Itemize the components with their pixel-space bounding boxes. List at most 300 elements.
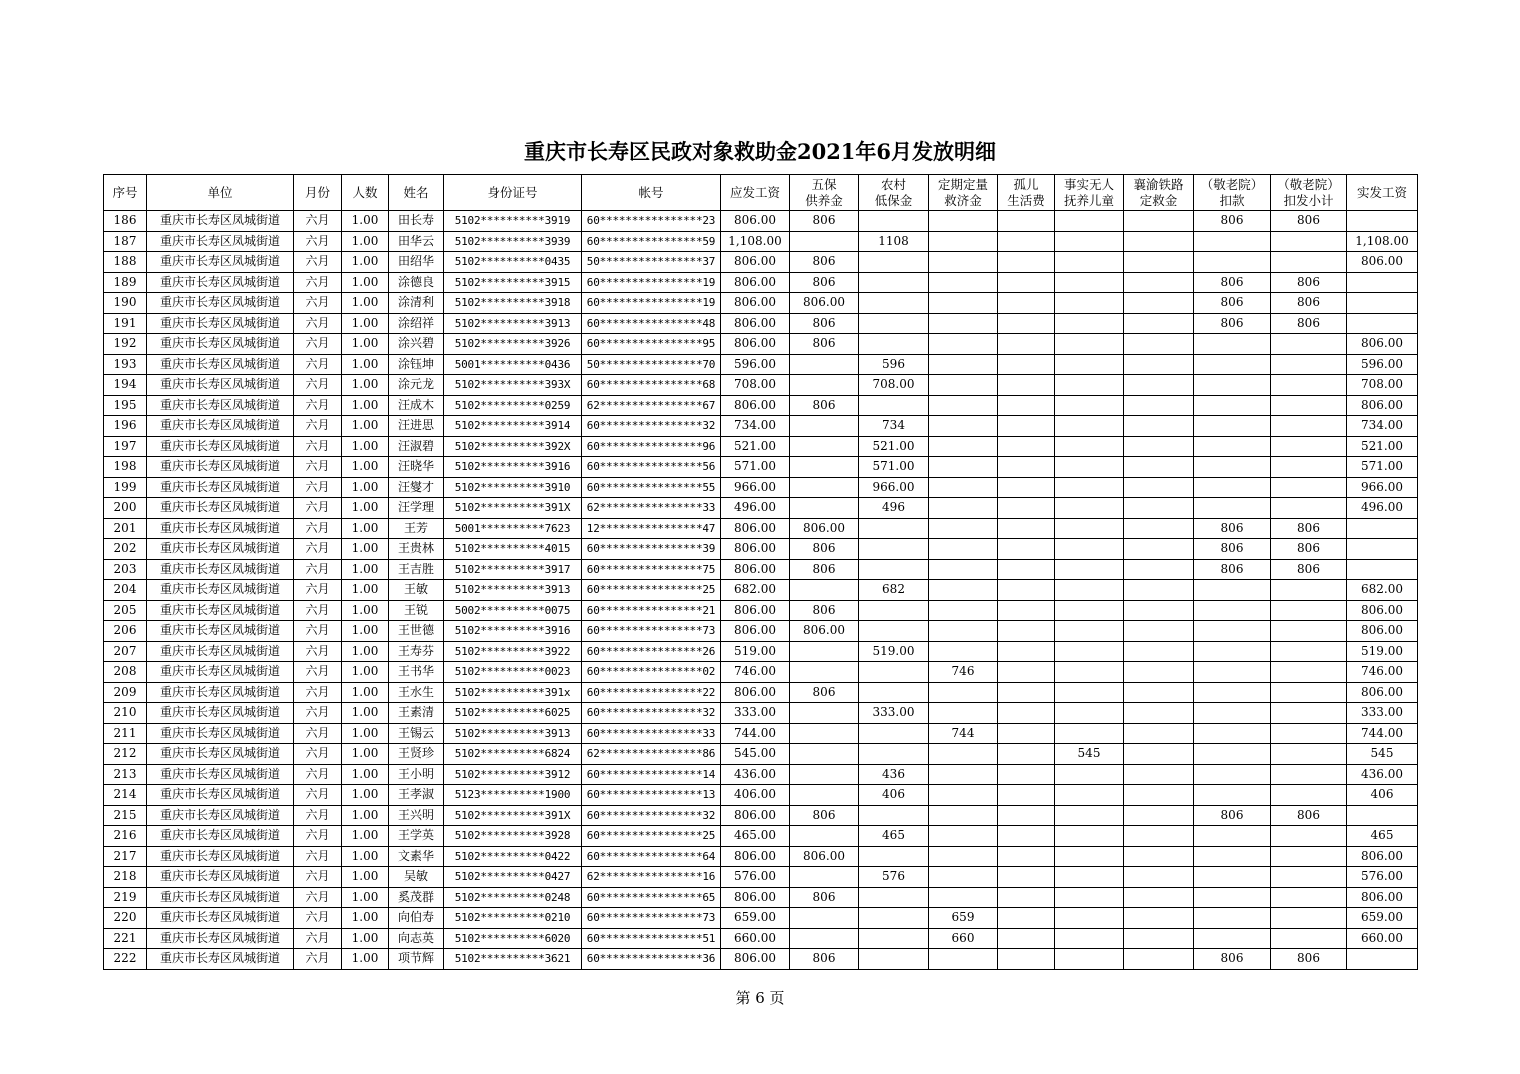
table-row	[104, 498, 1418, 519]
cell-guer	[998, 436, 1055, 457]
cell-month: 六月	[294, 805, 342, 826]
cell-dibao: 519.00	[859, 641, 929, 662]
cell-name: 汪晓华	[389, 457, 444, 478]
cell-actual: 406	[1347, 785, 1418, 806]
cell-xiangyu	[1124, 313, 1194, 334]
table-row	[104, 272, 1418, 293]
cell-acct: 60****************33	[582, 723, 721, 744]
cell-id: 5102**********3910	[444, 477, 582, 498]
cell-wubao: 806	[790, 887, 859, 908]
cell-dingqi	[929, 416, 998, 437]
column-header-actual: 实发工资	[1347, 175, 1418, 211]
cell-count: 1.00	[342, 252, 389, 273]
cell-seq: 219	[104, 887, 147, 908]
cell-actual	[1347, 293, 1418, 314]
table-row	[104, 887, 1418, 908]
cell-id: 5102**********3939	[444, 231, 582, 252]
cell-shishi	[1055, 867, 1124, 888]
cell-shishi	[1055, 436, 1124, 457]
cell-acct: 60****************25	[582, 580, 721, 601]
cell-jingsub	[1271, 354, 1347, 375]
cell-xiangyu	[1124, 436, 1194, 457]
cell-unit: 重庆市长寿区凤城街道	[147, 908, 294, 929]
cell-jingsub: 806	[1271, 272, 1347, 293]
cell-dingqi	[929, 375, 998, 396]
cell-due: 806.00	[721, 395, 790, 416]
cell-seq: 202	[104, 539, 147, 560]
cell-id: 5001**********7623	[444, 518, 582, 539]
cell-due: 806.00	[721, 682, 790, 703]
table-row	[104, 252, 1418, 273]
table-row	[104, 539, 1418, 560]
cell-unit: 重庆市长寿区凤城街道	[147, 703, 294, 724]
cell-seq: 218	[104, 867, 147, 888]
cell-jingsub	[1271, 436, 1347, 457]
cell-unit: 重庆市长寿区凤城街道	[147, 354, 294, 375]
column-header-guer: 孤儿 生活费	[998, 175, 1055, 211]
cell-id: 5102**********6020	[444, 928, 582, 949]
cell-dingqi	[929, 436, 998, 457]
cell-unit: 重庆市长寿区凤城街道	[147, 211, 294, 232]
cell-dingqi	[929, 703, 998, 724]
cell-due: 746.00	[721, 662, 790, 683]
cell-wubao	[790, 416, 859, 437]
column-header-jingkou: （敬老院） 扣款	[1194, 175, 1271, 211]
cell-guer	[998, 723, 1055, 744]
cell-guer	[998, 518, 1055, 539]
cell-count: 1.00	[342, 313, 389, 334]
table-row	[104, 723, 1418, 744]
cell-count: 1.00	[342, 477, 389, 498]
cell-shishi	[1055, 682, 1124, 703]
cell-jingkou	[1194, 600, 1271, 621]
cell-acct: 60****************13	[582, 785, 721, 806]
cell-dingqi	[929, 252, 998, 273]
cell-month: 六月	[294, 293, 342, 314]
cell-dingqi	[929, 621, 998, 642]
cell-dibao	[859, 846, 929, 867]
cell-due: 806.00	[721, 293, 790, 314]
cell-due: 806.00	[721, 518, 790, 539]
cell-guer	[998, 846, 1055, 867]
cell-jingsub	[1271, 600, 1347, 621]
cell-xiangyu	[1124, 252, 1194, 273]
table-row	[104, 231, 1418, 252]
cell-name: 王贵林	[389, 539, 444, 560]
cell-wubao: 806	[790, 334, 859, 355]
table-row	[104, 436, 1418, 457]
cell-due: 806.00	[721, 539, 790, 560]
cell-name: 涂兴碧	[389, 334, 444, 355]
cell-jingsub	[1271, 744, 1347, 765]
cell-shishi	[1055, 272, 1124, 293]
cell-acct: 60****************25	[582, 826, 721, 847]
cell-xiangyu	[1124, 272, 1194, 293]
cell-acct: 60****************75	[582, 559, 721, 580]
table-row	[104, 600, 1418, 621]
table-row	[104, 846, 1418, 867]
cell-wubao	[790, 231, 859, 252]
cell-name: 田绍华	[389, 252, 444, 273]
column-header-due: 应发工资	[721, 175, 790, 211]
cell-month: 六月	[294, 272, 342, 293]
cell-jingkou	[1194, 354, 1271, 375]
cell-month: 六月	[294, 600, 342, 621]
cell-dibao	[859, 559, 929, 580]
table-row	[104, 211, 1418, 232]
cell-dibao: 333.00	[859, 703, 929, 724]
cell-acct: 62****************67	[582, 395, 721, 416]
cell-dingqi	[929, 805, 998, 826]
cell-jingkou	[1194, 477, 1271, 498]
cell-xiangyu	[1124, 211, 1194, 232]
cell-jingsub	[1271, 231, 1347, 252]
cell-due: 406.00	[721, 785, 790, 806]
cell-seq: 207	[104, 641, 147, 662]
cell-name: 向志英	[389, 928, 444, 949]
cell-id: 5102**********3913	[444, 580, 582, 601]
cell-actual: 333.00	[1347, 703, 1418, 724]
cell-dingqi	[929, 354, 998, 375]
cell-due: 734.00	[721, 416, 790, 437]
cell-dingqi	[929, 826, 998, 847]
cell-dingqi: 660	[929, 928, 998, 949]
cell-acct: 60****************39	[582, 539, 721, 560]
cell-dingqi	[929, 580, 998, 601]
cell-dibao	[859, 662, 929, 683]
cell-count: 1.00	[342, 436, 389, 457]
cell-month: 六月	[294, 559, 342, 580]
cell-count: 1.00	[342, 457, 389, 478]
cell-jingkou: 806	[1194, 518, 1271, 539]
cell-dingqi	[929, 949, 998, 970]
cell-wubao	[790, 703, 859, 724]
cell-jingkou: 806	[1194, 949, 1271, 970]
cell-acct: 60****************32	[582, 805, 721, 826]
cell-xiangyu	[1124, 580, 1194, 601]
cell-shishi: 545	[1055, 744, 1124, 765]
cell-acct: 60****************59	[582, 231, 721, 252]
cell-jingkou	[1194, 785, 1271, 806]
cell-dingqi: 746	[929, 662, 998, 683]
cell-due: 806.00	[721, 621, 790, 642]
cell-name: 汪成木	[389, 395, 444, 416]
cell-month: 六月	[294, 436, 342, 457]
cell-jingkou	[1194, 744, 1271, 765]
cell-acct: 60****************65	[582, 887, 721, 908]
cell-dibao: 734	[859, 416, 929, 437]
cell-month: 六月	[294, 662, 342, 683]
cell-actual: 744.00	[1347, 723, 1418, 744]
cell-month: 六月	[294, 477, 342, 498]
cell-id: 5102**********6824	[444, 744, 582, 765]
cell-id: 5102**********3913	[444, 313, 582, 334]
cell-jingsub	[1271, 887, 1347, 908]
cell-acct: 60****************73	[582, 908, 721, 929]
cell-month: 六月	[294, 375, 342, 396]
cell-wubao: 806.00	[790, 621, 859, 642]
column-header-xiangyu: 襄渝铁路 定救金	[1124, 175, 1194, 211]
table-row	[104, 375, 1418, 396]
cell-acct: 62****************86	[582, 744, 721, 765]
cell-jingkou	[1194, 334, 1271, 355]
cell-dibao: 966.00	[859, 477, 929, 498]
cell-guer	[998, 539, 1055, 560]
cell-wubao	[790, 826, 859, 847]
cell-name: 向伯寿	[389, 908, 444, 929]
cell-due: 596.00	[721, 354, 790, 375]
cell-shishi	[1055, 252, 1124, 273]
cell-wubao	[790, 928, 859, 949]
cell-xiangyu	[1124, 764, 1194, 785]
cell-count: 1.00	[342, 887, 389, 908]
cell-due: 806.00	[721, 805, 790, 826]
cell-jingsub	[1271, 498, 1347, 519]
cell-guer	[998, 334, 1055, 355]
cell-shishi	[1055, 785, 1124, 806]
cell-guer	[998, 559, 1055, 580]
cell-actual: 734.00	[1347, 416, 1418, 437]
cell-id: 5102**********0248	[444, 887, 582, 908]
cell-jingsub: 806	[1271, 559, 1347, 580]
cell-id: 5102**********0259	[444, 395, 582, 416]
cell-xiangyu	[1124, 457, 1194, 478]
cell-jingsub	[1271, 867, 1347, 888]
cell-dibao: 571.00	[859, 457, 929, 478]
cell-shishi	[1055, 805, 1124, 826]
cell-due: 806.00	[721, 272, 790, 293]
cell-month: 六月	[294, 231, 342, 252]
cell-jingsub: 806	[1271, 518, 1347, 539]
cell-unit: 重庆市长寿区凤城街道	[147, 272, 294, 293]
cell-guer	[998, 785, 1055, 806]
cell-due: 571.00	[721, 457, 790, 478]
cell-due: 966.00	[721, 477, 790, 498]
cell-shishi	[1055, 826, 1124, 847]
cell-xiangyu	[1124, 395, 1194, 416]
cell-guer	[998, 641, 1055, 662]
cell-name: 涂钰坤	[389, 354, 444, 375]
cell-guer	[998, 477, 1055, 498]
cell-month: 六月	[294, 826, 342, 847]
table-row	[104, 518, 1418, 539]
cell-due: 660.00	[721, 928, 790, 949]
cell-dibao	[859, 600, 929, 621]
cell-guer	[998, 293, 1055, 314]
cell-seq: 187	[104, 231, 147, 252]
cell-wubao	[790, 867, 859, 888]
cell-id: 5102**********3928	[444, 826, 582, 847]
cell-jingsub	[1271, 846, 1347, 867]
cell-unit: 重庆市长寿区凤城街道	[147, 682, 294, 703]
cell-shishi	[1055, 908, 1124, 929]
cell-dibao: 521.00	[859, 436, 929, 457]
table-row	[104, 949, 1418, 970]
cell-jingkou	[1194, 641, 1271, 662]
cell-dingqi	[929, 231, 998, 252]
cell-xiangyu	[1124, 600, 1194, 621]
cell-xiangyu	[1124, 498, 1194, 519]
cell-xiangyu	[1124, 826, 1194, 847]
cell-jingkou	[1194, 621, 1271, 642]
cell-guer	[998, 416, 1055, 437]
cell-actual: 806.00	[1347, 621, 1418, 642]
cell-month: 六月	[294, 334, 342, 355]
cell-count: 1.00	[342, 416, 389, 437]
cell-jingkou: 806	[1194, 539, 1271, 560]
cell-shishi	[1055, 375, 1124, 396]
cell-jingsub	[1271, 416, 1347, 437]
cell-guer	[998, 354, 1055, 375]
table-row	[104, 477, 1418, 498]
cell-dingqi	[929, 272, 998, 293]
cell-dingqi	[929, 744, 998, 765]
cell-jingkou: 806	[1194, 293, 1271, 314]
table-row	[104, 662, 1418, 683]
cell-count: 1.00	[342, 744, 389, 765]
cell-acct: 60****************19	[582, 272, 721, 293]
cell-actual: 545	[1347, 744, 1418, 765]
cell-name: 王小明	[389, 764, 444, 785]
cell-dingqi	[929, 211, 998, 232]
cell-count: 1.00	[342, 395, 389, 416]
cell-shishi	[1055, 539, 1124, 560]
column-header-dingqi: 定期定量 救济金	[929, 175, 998, 211]
cell-id: 5102**********3912	[444, 764, 582, 785]
cell-dibao	[859, 723, 929, 744]
cell-id: 5102**********3915	[444, 272, 582, 293]
cell-shishi	[1055, 498, 1124, 519]
cell-unit: 重庆市长寿区凤城街道	[147, 518, 294, 539]
payment-table	[103, 174, 1418, 970]
table-row	[104, 785, 1418, 806]
cell-seq: 191	[104, 313, 147, 334]
cell-count: 1.00	[342, 231, 389, 252]
cell-month: 六月	[294, 949, 342, 970]
cell-guer	[998, 703, 1055, 724]
table-row	[104, 764, 1418, 785]
cell-acct: 60****************48	[582, 313, 721, 334]
cell-id: 5102**********6025	[444, 703, 582, 724]
cell-acct: 60****************73	[582, 621, 721, 642]
cell-seq: 212	[104, 744, 147, 765]
cell-seq: 203	[104, 559, 147, 580]
cell-unit: 重庆市长寿区凤城街道	[147, 785, 294, 806]
cell-actual: 465	[1347, 826, 1418, 847]
cell-guer	[998, 621, 1055, 642]
cell-acct: 60****************51	[582, 928, 721, 949]
cell-id: 5102**********3916	[444, 621, 582, 642]
cell-count: 1.00	[342, 272, 389, 293]
column-header-dibao: 农村 低保金	[859, 175, 929, 211]
cell-name: 吴敏	[389, 867, 444, 888]
cell-xiangyu	[1124, 375, 1194, 396]
cell-acct: 60****************26	[582, 641, 721, 662]
cell-unit: 重庆市长寿区凤城街道	[147, 580, 294, 601]
cell-id: 5102**********0427	[444, 867, 582, 888]
cell-actual: 596.00	[1347, 354, 1418, 375]
cell-count: 1.00	[342, 375, 389, 396]
cell-seq: 208	[104, 662, 147, 683]
cell-dingqi: 659	[929, 908, 998, 929]
cell-unit: 重庆市长寿区凤城街道	[147, 539, 294, 560]
cell-wubao: 806	[790, 805, 859, 826]
cell-acct: 60****************22	[582, 682, 721, 703]
cell-due: 806.00	[721, 887, 790, 908]
cell-due: 806.00	[721, 334, 790, 355]
cell-wubao	[790, 662, 859, 683]
cell-xiangyu	[1124, 477, 1194, 498]
cell-jingsub: 806	[1271, 211, 1347, 232]
cell-name: 王世德	[389, 621, 444, 642]
cell-unit: 重庆市长寿区凤城街道	[147, 826, 294, 847]
cell-unit: 重庆市长寿区凤城街道	[147, 477, 294, 498]
cell-actual	[1347, 211, 1418, 232]
cell-due: 708.00	[721, 375, 790, 396]
cell-month: 六月	[294, 764, 342, 785]
column-header-id: 身份证号	[444, 175, 582, 211]
cell-shishi	[1055, 703, 1124, 724]
cell-actual: 660.00	[1347, 928, 1418, 949]
cell-count: 1.00	[342, 908, 389, 929]
cell-count: 1.00	[342, 600, 389, 621]
cell-jingkou	[1194, 682, 1271, 703]
cell-xiangyu	[1124, 928, 1194, 949]
cell-wubao: 806.00	[790, 518, 859, 539]
cell-seq: 211	[104, 723, 147, 744]
cell-name: 汪进思	[389, 416, 444, 437]
cell-actual: 659.00	[1347, 908, 1418, 929]
cell-month: 六月	[294, 641, 342, 662]
cell-guer	[998, 805, 1055, 826]
cell-month: 六月	[294, 395, 342, 416]
cell-due: 521.00	[721, 436, 790, 457]
cell-wubao: 806.00	[790, 846, 859, 867]
cell-name: 王敏	[389, 580, 444, 601]
cell-guer	[998, 375, 1055, 396]
cell-count: 1.00	[342, 703, 389, 724]
cell-shishi	[1055, 723, 1124, 744]
cell-unit: 重庆市长寿区凤城街道	[147, 764, 294, 785]
cell-acct: 60****************56	[582, 457, 721, 478]
cell-count: 1.00	[342, 785, 389, 806]
cell-xiangyu	[1124, 231, 1194, 252]
cell-unit: 重庆市长寿区凤城街道	[147, 395, 294, 416]
cell-month: 六月	[294, 416, 342, 437]
cell-unit: 重庆市长寿区凤城街道	[147, 662, 294, 683]
cell-seq: 213	[104, 764, 147, 785]
table-row	[104, 805, 1418, 826]
cell-jingsub	[1271, 928, 1347, 949]
cell-guer	[998, 764, 1055, 785]
cell-month: 六月	[294, 457, 342, 478]
table-row	[104, 682, 1418, 703]
cell-acct: 62****************33	[582, 498, 721, 519]
cell-acct: 60****************21	[582, 600, 721, 621]
cell-due: 1,108.00	[721, 231, 790, 252]
cell-jingkou	[1194, 580, 1271, 601]
cell-dibao: 406	[859, 785, 929, 806]
cell-dingqi	[929, 498, 998, 519]
cell-guer	[998, 949, 1055, 970]
table-row	[104, 867, 1418, 888]
cell-month: 六月	[294, 703, 342, 724]
cell-count: 1.00	[342, 559, 389, 580]
table-row	[104, 334, 1418, 355]
cell-acct: 60****************96	[582, 436, 721, 457]
cell-guer	[998, 231, 1055, 252]
cell-name: 文素华	[389, 846, 444, 867]
